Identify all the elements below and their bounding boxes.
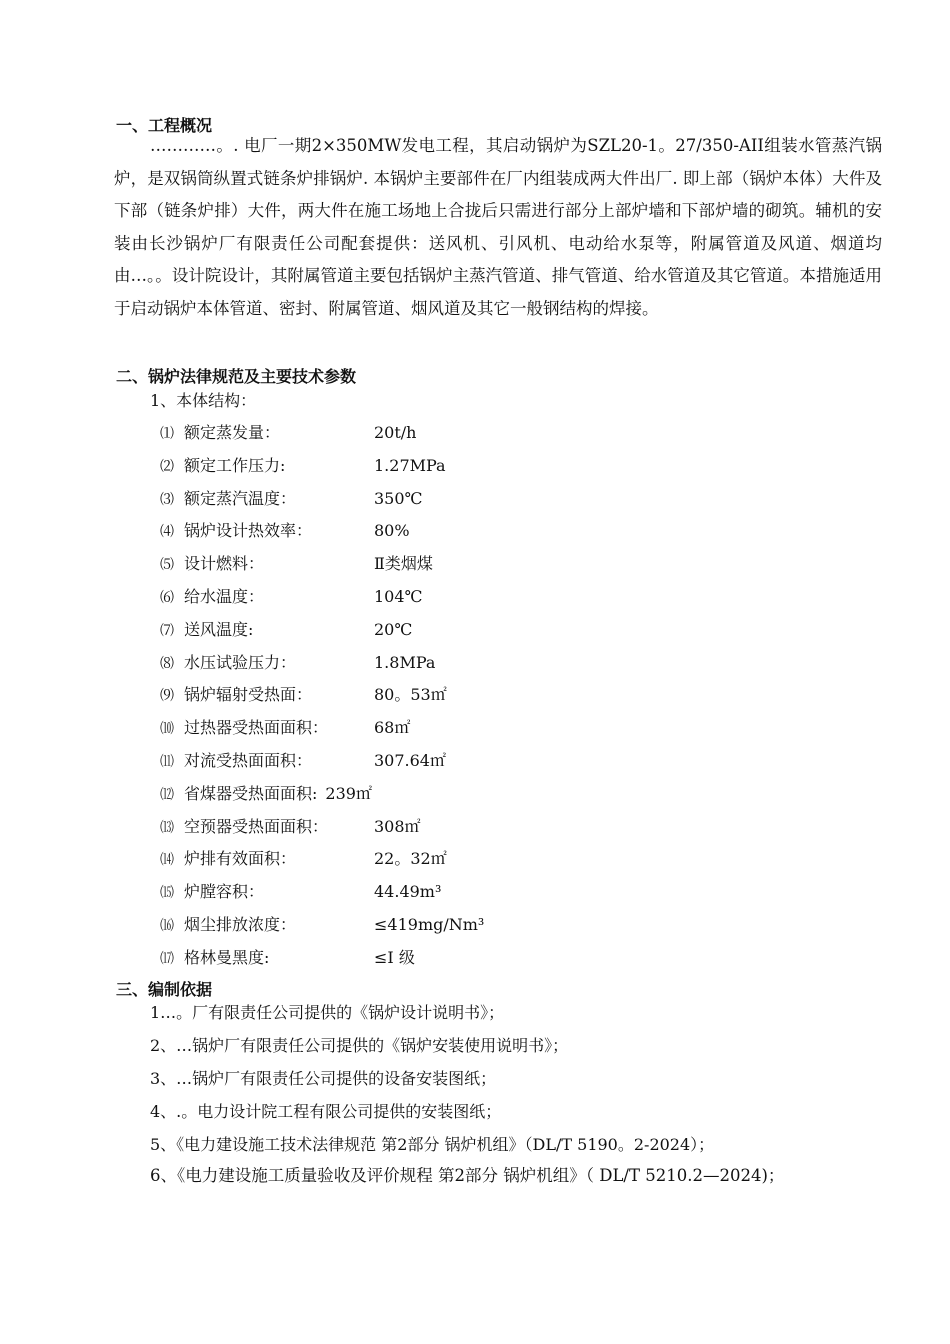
- parameter-label: 水压试验压力：: [184, 652, 297, 672]
- parameter-value: ≤419mg/Nm³: [374, 915, 485, 934]
- parameter-value: 1.27MPa: [374, 455, 446, 475]
- parameter-value: 80。53㎡: [374, 685, 447, 705]
- parameter-label: 设计燃料：: [184, 554, 265, 574]
- parameter-label: 空预器受热面面积：: [184, 816, 329, 836]
- parameter-label: 锅炉辐射受热面：: [184, 685, 313, 705]
- parameter-number: ⑷: [160, 524, 174, 541]
- section-heading-specs: 二、锅炉法律规范及主要技术参数: [116, 367, 357, 386]
- parameter-label: 炉膛容积：: [184, 882, 265, 902]
- parameter-row: [160, 849, 560, 870]
- parameter-value: 308㎡: [374, 816, 421, 836]
- parameter-value: 20t/h: [374, 423, 417, 442]
- parameter-row: [160, 948, 560, 969]
- parameter-label: 额定蒸发量：: [184, 423, 281, 442]
- parameter-row: [160, 587, 560, 608]
- overview-paragraph: …………。. 电厂一期2×350MW发电工程，其启动锅炉为SZL20-1。27/350-AII组装水管蒸汽锅炉，是双锅筒纵置式链条炉排锅炉. 本锅炉主要部件在厂内组装成两大件出厂. 即上部（锅炉本体）大件及下部（链条炉排）大件，两大件在施工场地上合拢后只需进行部分上部炉墙和下部炉墙的砌筑。辅机的安装由长沙锅炉厂有限责任公司配套提供：送风机、引风机、电动给水泵等，附属管道及风道、烟道均由…。。设计院设计，其附属管道主要包括锅炉主蒸汽管道、排气管道、给水管道及其它管道。本措施适用于启动锅炉本体管道、密封、附属管道、烟风道及其它一般钢结构的焊接。: [114, 136, 882, 318]
- parameter-number: ⑻: [160, 655, 174, 672]
- reference-item: 2、…锅炉厂有限责任公司提供的《锅炉安装使用说明书》；: [150, 1036, 569, 1055]
- parameter-row: [160, 554, 560, 575]
- section-heading-overview: 一、工程概况: [116, 116, 213, 135]
- parameter-number: ⑴: [160, 426, 174, 442]
- section-heading-basis: 三、编制依据: [116, 980, 213, 999]
- reference-item: 5、《电力建设施工技术法律规范 第2部分 锅炉机组》（DL/T 5190。2-2024）；: [150, 1135, 715, 1154]
- parameter-label: 格林曼黑度:: [184, 947, 270, 967]
- parameter-number: ⑼: [160, 688, 174, 705]
- parameter-row: [160, 784, 560, 805]
- parameter-row: [160, 882, 560, 903]
- parameter-number: ⒄: [160, 950, 174, 967]
- reference-item: 6、《电力建设施工质量验收及评价规程 第2部分 锅炉机组》（ DL/T 5210.2—2024)；: [150, 1166, 785, 1185]
- parameter-value: ≤Ⅰ 级: [374, 947, 415, 967]
- parameter-number: ⑺: [160, 622, 174, 639]
- reference-item: 4、.。电力设计院工程有限公司提供的安装图纸；: [150, 1102, 502, 1121]
- parameter-number: ⒁: [160, 852, 174, 869]
- parameter-value: 20℃: [374, 619, 413, 639]
- parameter-label: 省煤器受热面面积:: [184, 783, 318, 803]
- parameter-number: ⑾: [160, 754, 174, 770]
- parameter-label: 炉排有效面积：: [184, 849, 297, 869]
- parameter-label: 锅炉设计热效率：: [184, 521, 313, 541]
- parameter-row: [160, 489, 560, 510]
- parameter-value: 350℃: [374, 488, 423, 508]
- parameter-row: [160, 521, 560, 542]
- parameter-number: ⒂: [160, 885, 174, 902]
- parameter-label: 过热器受热面面积：: [184, 718, 329, 738]
- parameter-label: 对流受热面面积：: [184, 751, 313, 770]
- reference-item: 3、…锅炉厂有限责任公司提供的设备安装图纸；: [150, 1069, 497, 1088]
- reference-item: 1…。厂有限责任公司提供的《锅炉设计说明书》；: [150, 1003, 505, 1022]
- parameter-value: 22。32㎡: [374, 849, 447, 869]
- parameter-number: ⑿: [160, 786, 174, 803]
- parameter-value: 1.8MPa: [374, 652, 436, 672]
- parameter-row: [160, 718, 560, 739]
- parameter-number: ⑽: [160, 721, 174, 738]
- parameter-number: ⒃: [160, 918, 174, 934]
- parameter-value: 307.64㎡: [374, 751, 446, 770]
- parameter-number: ⑸: [160, 557, 174, 574]
- subheading-body-structure: 1、本体结构：: [150, 391, 257, 410]
- parameter-number: ⑵: [160, 458, 174, 475]
- parameter-value: 68㎡: [374, 718, 411, 738]
- parameter-row: [160, 620, 560, 641]
- parameter-value: 239㎡: [325, 783, 372, 803]
- parameter-label: 给水温度：: [184, 587, 265, 606]
- parameter-row: [160, 423, 560, 444]
- parameter-label: 送风温度:: [184, 619, 254, 639]
- parameter-number: ⒀: [160, 819, 174, 836]
- parameter-value: 44.49m³: [374, 882, 442, 902]
- parameter-value: Ⅱ类烟煤: [374, 554, 433, 574]
- parameter-label: 额定工作压力:: [184, 455, 286, 475]
- parameter-number: ⑶: [160, 491, 174, 508]
- parameter-label: 烟尘排放浓度：: [184, 915, 297, 934]
- parameter-label: 额定蒸汽温度：: [184, 488, 297, 508]
- parameter-row: [160, 653, 560, 674]
- parameter-row: [160, 456, 560, 477]
- parameter-row: [160, 685, 560, 706]
- parameter-row: [160, 915, 560, 936]
- parameter-number: ⑹: [160, 590, 174, 606]
- parameter-row: [160, 817, 560, 838]
- parameter-value: 80%: [374, 521, 410, 541]
- parameter-row: [160, 751, 560, 772]
- parameter-value: 104℃: [374, 587, 423, 606]
